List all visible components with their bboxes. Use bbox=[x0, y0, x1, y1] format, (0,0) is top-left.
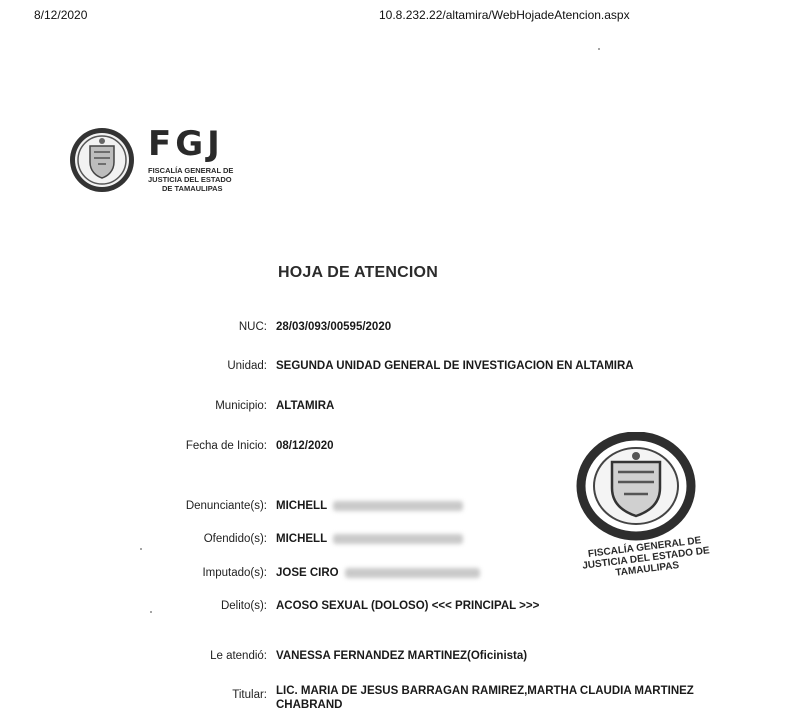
field-label: Municipio: bbox=[215, 400, 267, 412]
field-value: ACOSO SEXUAL (DOLOSO) <<< PRINCIPAL >>> bbox=[276, 600, 540, 612]
field-value: MICHELL bbox=[276, 533, 328, 545]
print-date: 8/12/2020 bbox=[34, 8, 88, 22]
logo-subtitle bbox=[148, 166, 248, 193]
field-value-wrap bbox=[276, 567, 480, 579]
field-value: ALTAMIRA bbox=[276, 400, 335, 412]
field-value: 28/03/093/00595/2020 bbox=[276, 321, 392, 333]
logo-line-2: JUSTICIA DEL ESTADO bbox=[148, 175, 232, 184]
logo-line-3: DE TAMAULIPAS bbox=[162, 184, 223, 193]
coat-of-arms-icon bbox=[68, 126, 140, 198]
field-label: Ofendido(s): bbox=[203, 533, 267, 545]
field-label: Delito(s): bbox=[220, 600, 267, 612]
field-label: Titular: bbox=[232, 689, 267, 701]
stamp-text: FISCALÍA GENERAL DE JUSTICIA DEL ESTADO DE TAMAULIPAS bbox=[581, 535, 711, 579]
official-stamp bbox=[572, 432, 712, 592]
field-value: MICHELL bbox=[276, 500, 328, 512]
field-value: 08/12/2020 bbox=[276, 440, 334, 452]
redacted-text bbox=[345, 568, 480, 578]
field-value-wrap bbox=[276, 500, 463, 512]
logo-line-1: FISCALÍA GENERAL DE bbox=[148, 166, 234, 175]
field-label: Le atendió: bbox=[210, 650, 267, 662]
print-url: 10.8.232.22/altamira/WebHojadeAtencion.aspx bbox=[379, 8, 630, 22]
field-label: Unidad: bbox=[227, 360, 267, 372]
seal-stamp-icon bbox=[572, 432, 702, 542]
logo-acronym: FGJ bbox=[148, 124, 224, 164]
field-value: VANESSA FERNANDEZ MARTINEZ(Oficinista) bbox=[276, 650, 528, 662]
field-label: Imputado(s): bbox=[202, 567, 267, 579]
field-value: JOSE CIRO bbox=[276, 567, 339, 579]
scan-speck bbox=[150, 611, 152, 613]
redacted-text bbox=[333, 534, 463, 544]
scan-speck bbox=[598, 48, 600, 50]
redacted-text bbox=[333, 501, 463, 511]
field-label: NUC: bbox=[238, 321, 267, 333]
field-label: Denunciante(s): bbox=[185, 500, 267, 512]
field-value: SEGUNDA UNIDAD GENERAL DE INVESTIGACION EN ALTAMIRA bbox=[276, 360, 634, 372]
document-title: HOJA DE ATENCION bbox=[278, 264, 438, 281]
field-label: Fecha de Inicio: bbox=[185, 440, 267, 452]
field-value-wrap bbox=[276, 533, 463, 545]
scan-speck bbox=[140, 548, 142, 550]
fgj-logo bbox=[68, 126, 258, 198]
field-value: LIC. MARIA DE JESUS BARRAGAN RAMIREZ,MARTHA CLAUDIA MARTINEZ CHABRAND bbox=[276, 685, 694, 711]
